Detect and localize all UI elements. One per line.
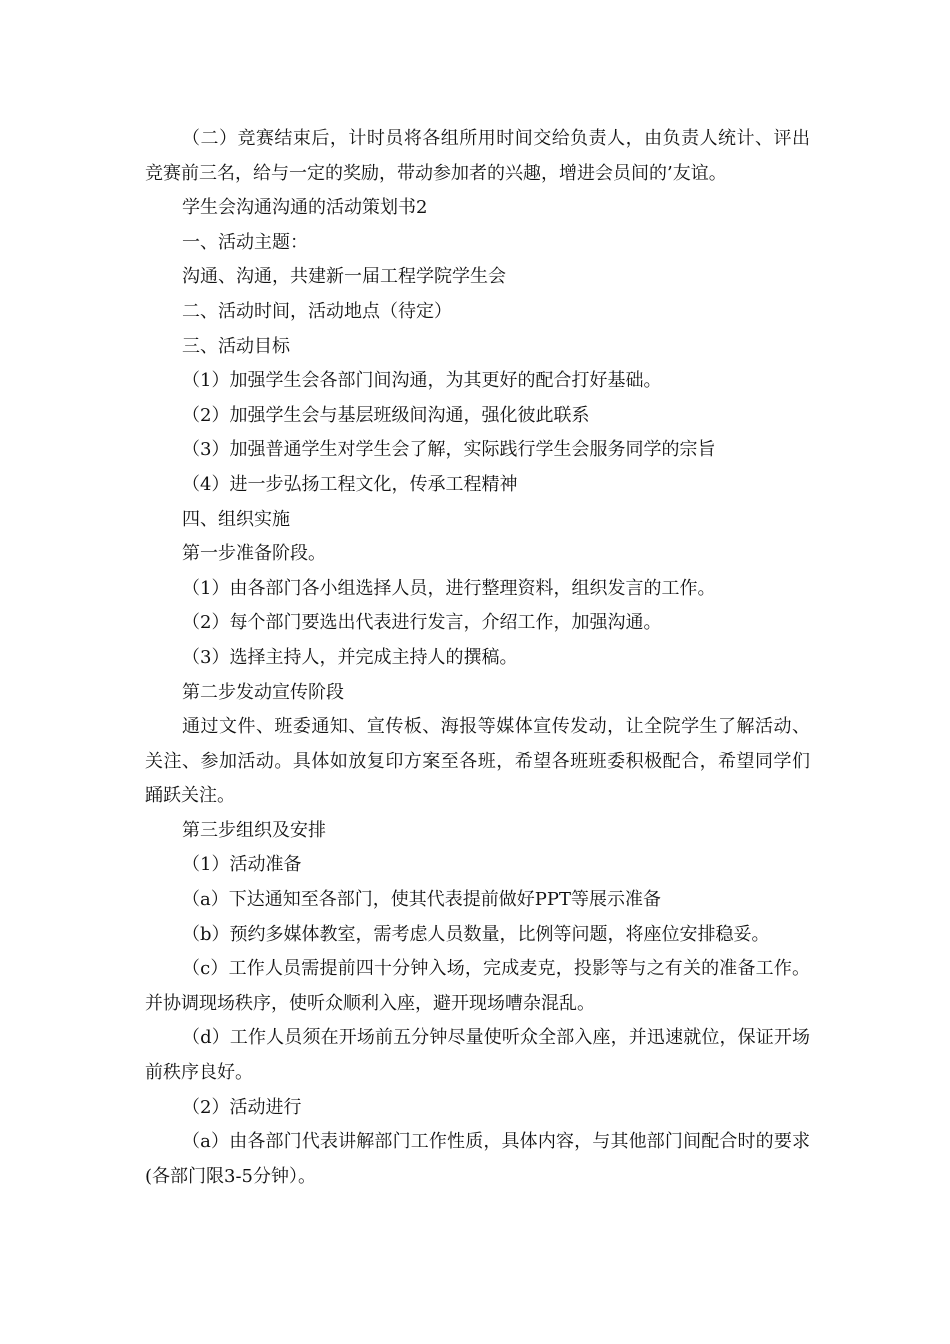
goal-item-3: （3）加强普通学生对学生会了解，实际践行学生会服务同学的宗旨 [182, 439, 716, 461]
execution-item-a: （a）由各部门代表讲解部门工作性质，具体内容，与其他部门间配合时的要求(各部门限3-5分钟）。 [145, 1131, 810, 1187]
paragraph-competition-end: （二）竞赛结束后，计时员将各组所用时间交给负责人，由负责人统计、评出竞赛前三名，给与一定的奖励，带动参加者的兴趣，增进会员间的’友谊。 [145, 128, 810, 184]
step-1-item-3: （3）选择主持人，并完成主持人的撰稿。 [182, 646, 518, 668]
step-1-item-2: （2）每个部门要选出代表进行发言，介绍工作，加强沟通。 [182, 612, 662, 634]
document-body [145, 122, 810, 1194]
step-3-preparation-heading: （1）活动准备 [182, 854, 302, 876]
step-1-heading: 第一步准备阶段。 [182, 543, 326, 565]
heading-activity-theme: 一、活动主题： [182, 231, 308, 253]
preparation-item-b: （b）预约多媒体教室，需考虑人员数量，比例等问题，将座位安排稳妥。 [182, 923, 770, 945]
goal-item-4: （4）进一步弘扬工程文化，传承工程精神 [182, 473, 518, 495]
step-3-execution-heading: （2）活动进行 [182, 1096, 302, 1118]
step-2-heading: 第二步发动宣传阶段 [182, 681, 344, 703]
step-2-paragraph: 通过文件、班委通知、宣传板、海报等媒体宣传发动，让全院学生了解活动、关注、参加活动。具体如放复印方案至各班，希望各班班委积极配合，希望同学们踊跃关注。 [145, 716, 810, 807]
section-title-plan-2: 学生会沟通沟通的活动策划书2 [182, 197, 428, 219]
goal-item-2: （2）加强学生会与基层班级间沟通，强化彼此联系 [182, 404, 590, 426]
step-3-heading: 第三步组织及安排 [182, 819, 326, 841]
paragraph-theme: 沟通、沟通，共建新一届工程学院学生会 [182, 266, 506, 288]
step-1-item-1: （1）由各部门各小组选择人员，进行整理资料，组织发言的工作。 [182, 577, 716, 599]
heading-activity-goals: 三、活动目标 [182, 335, 290, 357]
heading-time-place: 二、活动时间，活动地点（待定） [182, 300, 452, 322]
goal-item-1: （1）加强学生会各部门间沟通，为其更好的配合打好基础。 [182, 370, 662, 392]
preparation-item-d: （d）工作人员须在开场前五分钟尽量使听众全部入座，并迅速就位，保证开场前秩序良好。 [145, 1027, 810, 1084]
heading-implementation: 四、组织实施 [182, 508, 290, 530]
preparation-item-a: （a）下达通知至各部门，使其代表提前做好PPT等展示准备 [182, 889, 661, 911]
preparation-item-c: （c）工作人员需提前四十分钟入场，完成麦克，投影等与之有关的准备工作。并协调现场秩序，使听众顺利入座，避开现场嘈杂混乱。 [145, 958, 810, 1014]
